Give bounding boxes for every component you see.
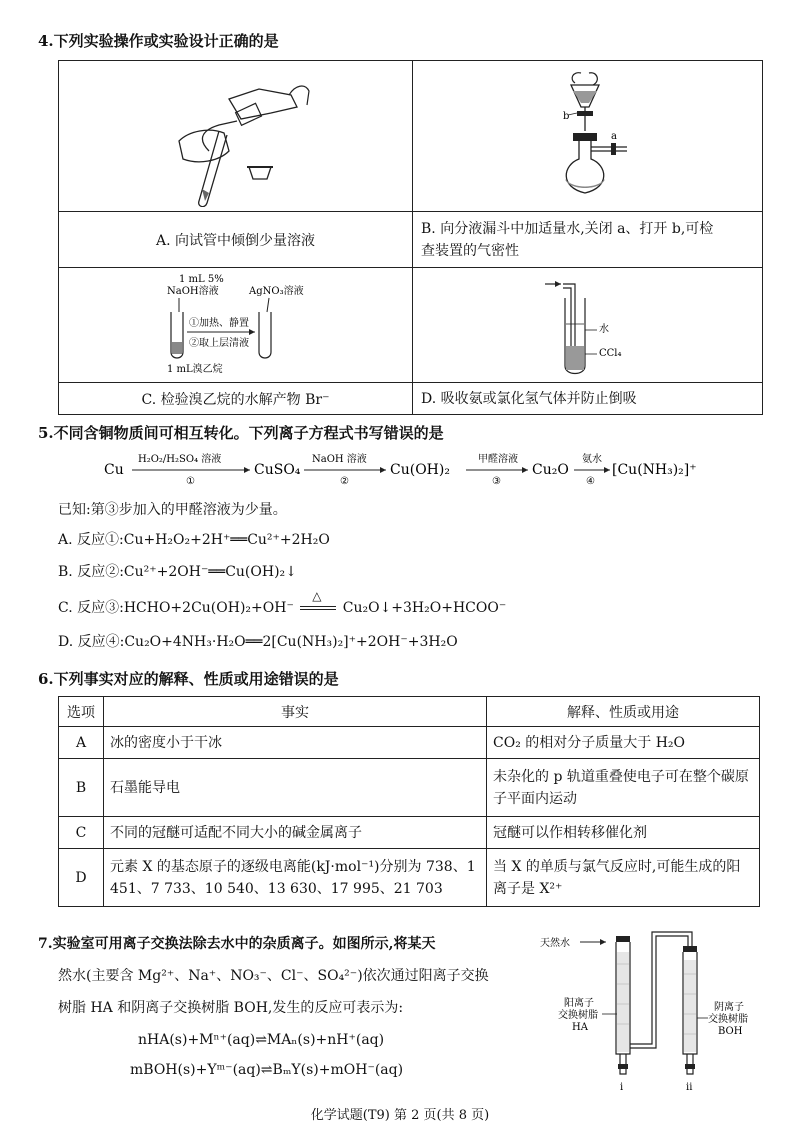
q4-option-c: C. 检验溴乙烷的水解产物 Br⁻ bbox=[59, 383, 413, 415]
chain-cu2o: Cu₂O bbox=[532, 462, 569, 478]
q6-header-explain: 解释、性质或用途 bbox=[487, 697, 760, 727]
q6-exp: CO₂ 的相对分子质量大于 H₂O bbox=[487, 727, 760, 759]
q7-line2: 然水(主要含 Mg²⁺、Na⁺、NO₃⁻、Cl⁻、SO₄²⁻)依次通过阳离子交换 bbox=[58, 968, 489, 984]
q5-known: 已知:第③步加入的甲醛溶液为少量。 bbox=[58, 502, 287, 518]
q5-option-c-arrow bbox=[298, 589, 338, 618]
table-row bbox=[59, 817, 760, 849]
fig-c-l3: AgNO₃溶液 bbox=[249, 286, 304, 297]
q5-option-d: D. 反应④:Cu₂O+4NH₃·H₂O══2[Cu(NH₃)₂]⁺+2OH⁻+3H₂O bbox=[58, 634, 458, 650]
q7-eq2: mBOH(s)+Yᵐ⁻(aq)⇌BₘY(s)+mOH⁻(aq) bbox=[130, 1062, 404, 1078]
table-row bbox=[59, 727, 760, 759]
q7-line3: 树脂 HA 和阴离子交换树脂 BOH,发生的反应可表示为: bbox=[58, 1000, 404, 1016]
q5-reaction-chain bbox=[104, 448, 724, 492]
q4-title: 4.下列实验操作或实验设计正确的是 bbox=[38, 32, 279, 50]
q7-fig-ii: ii bbox=[686, 1082, 693, 1093]
chain-n1: ① bbox=[186, 476, 195, 487]
q7-fig-left2: 交换树脂 bbox=[558, 1010, 598, 1021]
chain-n3: ③ bbox=[492, 476, 501, 487]
q4-option-a: A. 向试管中倾倒少量溶液 bbox=[59, 212, 413, 268]
fig-c-l4: 1 mL溴乙烷 bbox=[167, 364, 223, 375]
q7-fig-left1: 阳离子 bbox=[564, 998, 594, 1009]
chain-n4: ④ bbox=[586, 476, 595, 487]
q6-exp: 当 X 的单质与氯气反应时,可能生成的阳离子是 X²⁺ bbox=[487, 849, 760, 907]
q7-fig-right1: 阴离子 bbox=[714, 1002, 744, 1013]
q6-header-fact: 事实 bbox=[104, 697, 487, 727]
q7-line1: 7.实验室可用离子交换法除去水中的杂质离子。如图所示,将某天 bbox=[38, 936, 436, 952]
q7-fig-right3: BOH bbox=[718, 1026, 743, 1037]
chain-r1: H₂O₂/H₂SO₄ 溶液 bbox=[138, 454, 222, 465]
q7-figure bbox=[540, 924, 780, 1096]
q6-exp: 冠醚可以作相转移催化剂 bbox=[487, 817, 760, 849]
q6-fact: 不同的冠醚可适配不同大小的碱金属离子 bbox=[104, 817, 487, 849]
q6-header-option: 选项 bbox=[59, 697, 104, 727]
chain-complex: [Cu(NH₃)₂]⁺ bbox=[612, 462, 697, 478]
fig-b-label-b: b bbox=[563, 111, 570, 122]
chain-r3: 甲醛溶液 bbox=[478, 454, 518, 465]
q6-fact: 冰的密度小于干冰 bbox=[104, 727, 487, 759]
q7-fig-left3: HA bbox=[572, 1022, 588, 1033]
q4-option-b-line1: B. 向分液漏斗中加适量水,关闭 a、打开 b,可检 bbox=[421, 220, 714, 237]
q6-table bbox=[58, 696, 760, 907]
fig-d-ccl4: CCl₄ bbox=[599, 348, 622, 359]
q6-fact: 石墨能导电 bbox=[104, 759, 487, 817]
q6-fact: 元素 X 的基态原子的逐级电离能(kJ·mol⁻¹)分别为 738、1 451、7 733、10 540、13 630、17 995、21 703 bbox=[104, 849, 487, 907]
table-row bbox=[59, 849, 760, 907]
q7-fig-water: 天然水 bbox=[540, 938, 570, 949]
q7-eq1: nHA(s)+Mⁿ⁺(aq)⇌MAₙ(s)+nH⁺(aq) bbox=[138, 1032, 385, 1048]
chain-r4: 氨水 bbox=[582, 454, 602, 465]
q5-option-c bbox=[58, 589, 507, 618]
q7-fig-right2: 交换树脂 bbox=[708, 1014, 748, 1025]
q6-opt: C bbox=[59, 817, 104, 849]
chain-n2: ② bbox=[340, 476, 349, 487]
q5-option-c-left: C. 反应③:HCHO+2Cu(OH)₂+OH⁻ bbox=[58, 600, 294, 616]
q4-option-b-line2: 查装置的气密性 bbox=[421, 242, 519, 259]
fig-d-water: 水 bbox=[599, 324, 609, 335]
q5-option-c-cond: △ bbox=[312, 589, 322, 603]
fig-c-step1: ①加热、静置 bbox=[189, 318, 249, 329]
q5-option-c-right: Cu₂O↓+3H₂O+HCOO⁻ bbox=[342, 600, 507, 616]
q5-title: 5.不同含铜物质间可相互转化。下列离子方程式书写错误的是 bbox=[38, 424, 444, 442]
fig-c-l2: NaOH溶液 bbox=[167, 286, 219, 297]
q5-option-b: B. 反应②:Cu²⁺+2OH⁻══Cu(OH)₂↓ bbox=[58, 564, 297, 580]
q6-exp: 未杂化的 p 轨道重叠使电子可在整个碳原子平面内运动 bbox=[487, 759, 760, 817]
q6-opt: A bbox=[59, 727, 104, 759]
chain-r2: NaOH 溶液 bbox=[312, 454, 367, 465]
fig-b-label-a: a bbox=[611, 131, 617, 142]
page-footer: 化学试题(T9) 第 2 页(共 8 页) bbox=[310, 1108, 490, 1123]
q4-figure-a bbox=[59, 61, 413, 212]
fig-c-step2: ②取上层清液 bbox=[189, 338, 249, 349]
q6-opt: B bbox=[59, 759, 104, 817]
q4-table bbox=[58, 60, 763, 415]
q4-figure-d bbox=[413, 268, 763, 383]
chain-cu: Cu bbox=[104, 462, 124, 478]
q4-figure-b bbox=[413, 61, 763, 212]
q4-option-b bbox=[413, 212, 763, 268]
chain-cuso4: CuSO₄ bbox=[254, 462, 301, 478]
q4-option-d: D. 吸收氨或氯化氢气体并防止倒吸 bbox=[413, 383, 763, 415]
q6-opt: D bbox=[59, 849, 104, 907]
table-row bbox=[59, 759, 760, 817]
chain-cuoh2: Cu(OH)₂ bbox=[390, 462, 450, 478]
q5-option-a: A. 反应①:Cu+H₂O₂+2H⁺══Cu²⁺+2H₂O bbox=[58, 532, 330, 548]
fig-c-l1: 1 mL 5% bbox=[179, 274, 224, 285]
q4-figure-c bbox=[59, 268, 413, 383]
q6-title: 6.下列事实对应的解释、性质或用途错误的是 bbox=[38, 670, 339, 688]
q7-fig-i: i bbox=[620, 1082, 624, 1093]
